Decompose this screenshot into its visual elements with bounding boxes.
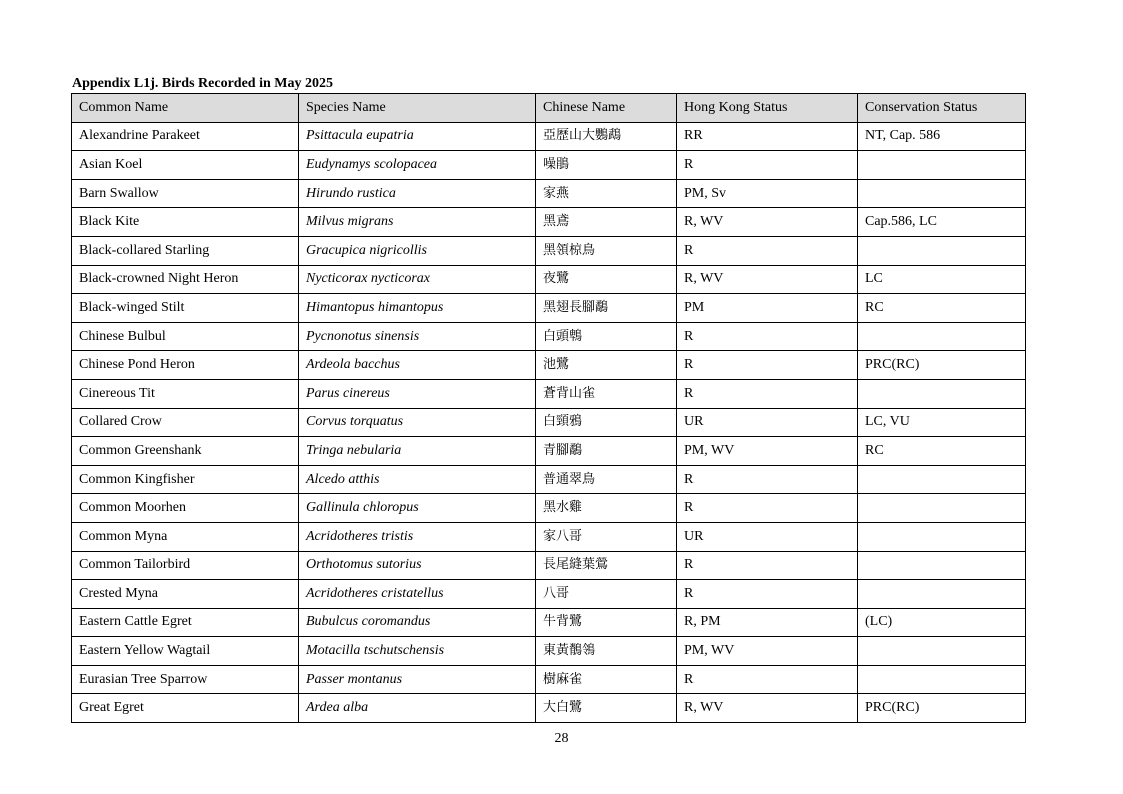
conservation-status-cell bbox=[858, 637, 1026, 666]
conservation-status-cell bbox=[858, 494, 1026, 523]
hong-kong-status-cell: R bbox=[677, 322, 858, 351]
table-row bbox=[72, 408, 1026, 437]
species-name-cell: Gracupica nigricollis bbox=[299, 236, 536, 265]
table-body bbox=[72, 122, 1026, 722]
hong-kong-status-cell: R bbox=[677, 580, 858, 609]
species-name-cell: Nycticorax nycticorax bbox=[299, 265, 536, 294]
hong-kong-status-cell: R, WV bbox=[677, 694, 858, 723]
common-name-cell: Barn Swallow bbox=[72, 179, 299, 208]
conservation-status-cell: LC, VU bbox=[858, 408, 1026, 437]
common-name-cell: Black-collared Starling bbox=[72, 236, 299, 265]
common-name-cell: Eastern Cattle Egret bbox=[72, 608, 299, 637]
conservation-status-cell: Cap.586, LC bbox=[858, 208, 1026, 237]
chinese-name-cell: 東黃鶺鴒 bbox=[536, 637, 677, 666]
common-name-cell: Alexandrine Parakeet bbox=[72, 122, 299, 151]
species-name-cell: Bubulcus coromandus bbox=[299, 608, 536, 637]
chinese-name-cell: 黑翅長腳鷸 bbox=[536, 294, 677, 323]
species-name-cell: Parus cinereus bbox=[299, 379, 536, 408]
species-name-cell: Motacilla tschutschensis bbox=[299, 637, 536, 666]
header-species-name: Species Name bbox=[299, 94, 536, 123]
chinese-name-cell: 黑水雞 bbox=[536, 494, 677, 523]
common-name-cell: Eastern Yellow Wagtail bbox=[72, 637, 299, 666]
hong-kong-status-cell: UR bbox=[677, 408, 858, 437]
header-common-name: Common Name bbox=[72, 94, 299, 123]
species-name-cell: Milvus migrans bbox=[299, 208, 536, 237]
chinese-name-cell: 家燕 bbox=[536, 179, 677, 208]
chinese-name-cell: 青腳鷸 bbox=[536, 437, 677, 466]
conservation-status-cell: RC bbox=[858, 437, 1026, 466]
conservation-status-cell: NT, Cap. 586 bbox=[858, 122, 1026, 151]
chinese-name-cell: 亞歷山大鸚鵡 bbox=[536, 122, 677, 151]
table-row bbox=[72, 294, 1026, 323]
common-name-cell: Crested Myna bbox=[72, 580, 299, 609]
common-name-cell: Great Egret bbox=[72, 694, 299, 723]
conservation-status-cell bbox=[858, 551, 1026, 580]
species-name-cell: Ardea alba bbox=[299, 694, 536, 723]
table-row bbox=[72, 151, 1026, 180]
table-row bbox=[72, 122, 1026, 151]
chinese-name-cell: 牛背鷺 bbox=[536, 608, 677, 637]
chinese-name-cell: 大白鷺 bbox=[536, 694, 677, 723]
table-caption: Appendix L1j. Birds Recorded in May 2025 bbox=[72, 76, 333, 91]
conservation-status-cell bbox=[858, 322, 1026, 351]
header-conservation-status: Conservation Status bbox=[858, 94, 1026, 123]
common-name-cell: Asian Koel bbox=[72, 151, 299, 180]
hong-kong-status-cell: R, WV bbox=[677, 208, 858, 237]
table-row bbox=[72, 494, 1026, 523]
species-name-cell: Corvus torquatus bbox=[299, 408, 536, 437]
table-row bbox=[72, 694, 1026, 723]
species-name-cell: Pycnonotus sinensis bbox=[299, 322, 536, 351]
common-name-cell: Black-winged Stilt bbox=[72, 294, 299, 323]
hong-kong-status-cell: R bbox=[677, 236, 858, 265]
hong-kong-status-cell: R bbox=[677, 551, 858, 580]
hong-kong-status-cell: R bbox=[677, 351, 858, 380]
common-name-cell: Chinese Pond Heron bbox=[72, 351, 299, 380]
conservation-status-cell: (LC) bbox=[858, 608, 1026, 637]
page-number: 28 bbox=[554, 731, 569, 746]
conservation-status-cell bbox=[858, 665, 1026, 694]
common-name-cell: Common Greenshank bbox=[72, 437, 299, 466]
chinese-name-cell: 家八哥 bbox=[536, 522, 677, 551]
hong-kong-status-cell: UR bbox=[677, 522, 858, 551]
species-name-cell: Passer montanus bbox=[299, 665, 536, 694]
species-name-cell: Tringa nebularia bbox=[299, 437, 536, 466]
conservation-status-cell bbox=[858, 379, 1026, 408]
chinese-name-cell: 長尾縫葉鶯 bbox=[536, 551, 677, 580]
table-row bbox=[72, 208, 1026, 237]
species-name-cell: Alcedo atthis bbox=[299, 465, 536, 494]
conservation-status-cell bbox=[858, 580, 1026, 609]
hong-kong-status-cell: R bbox=[677, 494, 858, 523]
table-row bbox=[72, 437, 1026, 466]
common-name-cell: Common Moorhen bbox=[72, 494, 299, 523]
table-row bbox=[72, 465, 1026, 494]
common-name-cell: Collared Crow bbox=[72, 408, 299, 437]
chinese-name-cell: 黑領椋鳥 bbox=[536, 236, 677, 265]
hong-kong-status-cell: PM bbox=[677, 294, 858, 323]
table-row bbox=[72, 322, 1026, 351]
conservation-status-cell bbox=[858, 179, 1026, 208]
chinese-name-cell: 樹麻雀 bbox=[536, 665, 677, 694]
species-name-cell: Eudynamys scolopacea bbox=[299, 151, 536, 180]
conservation-status-cell bbox=[858, 236, 1026, 265]
conservation-status-cell: PRC(RC) bbox=[858, 351, 1026, 380]
table-row bbox=[72, 608, 1026, 637]
table-row bbox=[72, 379, 1026, 408]
conservation-status-cell bbox=[858, 465, 1026, 494]
conservation-status-cell bbox=[858, 151, 1026, 180]
chinese-name-cell: 夜鷺 bbox=[536, 265, 677, 294]
common-name-cell: Black-crowned Night Heron bbox=[72, 265, 299, 294]
species-name-cell: Orthotomus sutorius bbox=[299, 551, 536, 580]
hong-kong-status-cell: R, PM bbox=[677, 608, 858, 637]
hong-kong-status-cell: PM, Sv bbox=[677, 179, 858, 208]
birds-table bbox=[71, 93, 1026, 723]
common-name-cell: Black Kite bbox=[72, 208, 299, 237]
header-chinese-name: Chinese Name bbox=[536, 94, 677, 123]
common-name-cell: Common Tailorbird bbox=[72, 551, 299, 580]
table-row bbox=[72, 551, 1026, 580]
chinese-name-cell: 白頸鴉 bbox=[536, 408, 677, 437]
table-row bbox=[72, 665, 1026, 694]
table-row bbox=[72, 522, 1026, 551]
species-name-cell: Acridotheres cristatellus bbox=[299, 580, 536, 609]
conservation-status-cell: LC bbox=[858, 265, 1026, 294]
hong-kong-status-cell: PM, WV bbox=[677, 437, 858, 466]
species-name-cell: Psittacula eupatria bbox=[299, 122, 536, 151]
species-name-cell: Acridotheres tristis bbox=[299, 522, 536, 551]
chinese-name-cell: 噪鵑 bbox=[536, 151, 677, 180]
common-name-cell: Common Kingfisher bbox=[72, 465, 299, 494]
header-hong-kong-status: Hong Kong Status bbox=[677, 94, 858, 123]
header-row bbox=[72, 94, 1026, 123]
hong-kong-status-cell: R bbox=[677, 379, 858, 408]
table-row bbox=[72, 637, 1026, 666]
chinese-name-cell: 八哥 bbox=[536, 580, 677, 609]
table-row bbox=[72, 265, 1026, 294]
hong-kong-status-cell: R bbox=[677, 665, 858, 694]
common-name-cell: Eurasian Tree Sparrow bbox=[72, 665, 299, 694]
hong-kong-status-cell: R bbox=[677, 465, 858, 494]
conservation-status-cell: RC bbox=[858, 294, 1026, 323]
common-name-cell: Cinereous Tit bbox=[72, 379, 299, 408]
table-row bbox=[72, 179, 1026, 208]
chinese-name-cell: 黑鳶 bbox=[536, 208, 677, 237]
hong-kong-status-cell: R bbox=[677, 151, 858, 180]
hong-kong-status-cell: R, WV bbox=[677, 265, 858, 294]
hong-kong-status-cell: RR bbox=[677, 122, 858, 151]
table-row bbox=[72, 351, 1026, 380]
chinese-name-cell: 普通翠鳥 bbox=[536, 465, 677, 494]
conservation-status-cell: PRC(RC) bbox=[858, 694, 1026, 723]
table-row bbox=[72, 580, 1026, 609]
conservation-status-cell bbox=[858, 522, 1026, 551]
species-name-cell: Hirundo rustica bbox=[299, 179, 536, 208]
common-name-cell: Common Myna bbox=[72, 522, 299, 551]
table-row bbox=[72, 236, 1026, 265]
hong-kong-status-cell: PM, WV bbox=[677, 637, 858, 666]
species-name-cell: Himantopus himantopus bbox=[299, 294, 536, 323]
chinese-name-cell: 蒼背山雀 bbox=[536, 379, 677, 408]
species-name-cell: Gallinula chloropus bbox=[299, 494, 536, 523]
chinese-name-cell: 白頭鵯 bbox=[536, 322, 677, 351]
common-name-cell: Chinese Bulbul bbox=[72, 322, 299, 351]
chinese-name-cell: 池鷺 bbox=[536, 351, 677, 380]
species-name-cell: Ardeola bacchus bbox=[299, 351, 536, 380]
